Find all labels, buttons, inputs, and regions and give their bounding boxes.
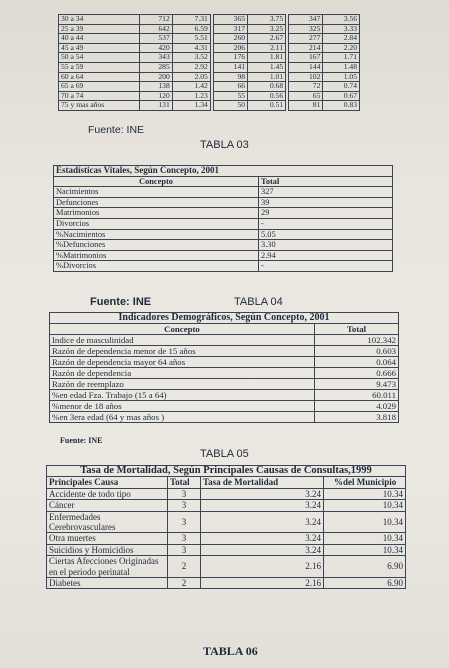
total-cell: 3	[168, 500, 201, 511]
total-cell: 0.603	[315, 346, 399, 357]
total-cell: 0.064	[315, 357, 399, 368]
value-cell: 131	[140, 101, 173, 111]
total-cell: 3	[168, 511, 201, 533]
col-pct-municipio: %del Municipio	[324, 477, 406, 488]
age-range-cell: 55 a 59	[59, 62, 140, 72]
cause-cell: Enfermedades Cerebrovasculares	[47, 511, 168, 533]
age-group-table	[58, 14, 360, 111]
value-cell: 55	[212, 91, 248, 101]
value-cell: 141	[212, 62, 248, 72]
source-note-03: Fuente: INE	[90, 296, 152, 308]
pct-cell: 6.90	[324, 578, 406, 589]
vital-stats-table	[53, 165, 393, 272]
value-cell: 1.34	[172, 101, 212, 111]
value-cell: 1.48	[323, 62, 360, 72]
pct-cell: 10.34	[324, 500, 406, 511]
mortality-rate-table	[46, 465, 406, 589]
table-row	[47, 488, 406, 499]
table-row	[47, 556, 406, 578]
total-cell: -	[259, 218, 393, 229]
concept-cell: Nacimientos	[54, 187, 259, 198]
concept-cell: %menor de 18 años	[50, 401, 315, 412]
total-cell: -	[259, 261, 393, 272]
concept-cell: Razón de dependencia	[50, 368, 315, 379]
table-row	[50, 401, 399, 412]
table-row	[50, 357, 399, 368]
value-cell: 2.20	[323, 43, 360, 53]
table-label-03: TABLA 03	[200, 139, 249, 151]
value-cell: 66	[212, 82, 248, 92]
source-note-age: Fuente: INE	[88, 124, 145, 136]
total-cell: 2.94	[259, 250, 393, 261]
value-cell: 214	[287, 43, 323, 53]
table-row	[59, 82, 360, 92]
total-cell: 39	[259, 197, 393, 208]
value-cell: 3.56	[323, 15, 360, 25]
value-cell: 6.59	[172, 24, 212, 34]
table-row	[54, 240, 393, 251]
value-cell: 2.11	[248, 43, 288, 53]
value-cell: 7.31	[172, 15, 212, 25]
total-cell: 3.30	[259, 240, 393, 251]
value-cell: 3.75	[248, 15, 288, 25]
pct-cell: 10.34	[324, 511, 406, 533]
col-total: Total	[259, 176, 393, 187]
value-cell: 0.74	[323, 82, 360, 92]
total-cell: 4.029	[315, 401, 399, 412]
value-cell: 144	[287, 62, 323, 72]
pct-cell: 10.34	[324, 488, 406, 499]
value-cell: 98	[212, 72, 248, 82]
table-label-04: TABLA 04	[234, 296, 283, 308]
value-cell: 2.84	[323, 34, 360, 44]
value-cell: 65	[287, 91, 323, 101]
value-cell: 50	[212, 101, 248, 111]
concept-cell: Razón de dependencia menor de 15 años	[50, 346, 315, 357]
cause-cell: Accidente de todo tipo	[47, 488, 168, 499]
value-cell: 167	[287, 53, 323, 63]
cause-cell: Diabetes	[47, 578, 168, 589]
value-cell: 1.05	[323, 72, 360, 82]
col-principales-causa: Principales Causa	[47, 477, 168, 488]
value-cell: 277	[287, 34, 323, 44]
cause-cell: Suicidios y Homicidios	[47, 544, 168, 555]
rate-cell: 3.24	[201, 544, 324, 555]
value-cell: 3.52	[172, 53, 212, 63]
table-row	[50, 390, 399, 401]
value-cell: 102	[287, 72, 323, 82]
age-range-cell: 75 y mas años	[59, 101, 140, 111]
total-cell: 3	[168, 533, 201, 544]
concept-cell: %en edad Fza. Trabajo (15 a 64)	[50, 390, 315, 401]
table-row	[47, 544, 406, 555]
value-cell: 1.42	[172, 82, 212, 92]
table-row	[50, 412, 399, 423]
table-row	[47, 533, 406, 544]
table-row	[59, 34, 360, 44]
total-cell: 2	[168, 556, 201, 578]
table-row	[54, 218, 393, 229]
rate-cell: 3.24	[201, 488, 324, 499]
value-cell: 317	[212, 24, 248, 34]
value-cell: 200	[140, 72, 173, 82]
total-cell: 102.342	[315, 335, 399, 346]
table-row	[50, 335, 399, 346]
table-row	[50, 368, 399, 379]
value-cell: 81	[287, 101, 323, 111]
value-cell: 1.01	[248, 72, 288, 82]
age-range-cell: 65 a 69	[59, 82, 140, 92]
value-cell: 365	[212, 15, 248, 25]
value-cell: 1.81	[248, 53, 288, 63]
value-cell: 0.67	[323, 91, 360, 101]
rate-cell: 3.24	[201, 500, 324, 511]
value-cell: 420	[140, 43, 173, 53]
rate-cell: 3.24	[201, 533, 324, 544]
value-cell: 4.31	[172, 43, 212, 53]
table-row	[50, 346, 399, 357]
age-range-cell: 50 a 54	[59, 53, 140, 63]
total-cell: 5.05	[259, 229, 393, 240]
cause-cell: Otra muertes	[47, 533, 168, 544]
table-row	[54, 187, 393, 198]
value-cell: 1.71	[323, 53, 360, 63]
value-cell: 642	[140, 24, 173, 34]
value-cell: 343	[140, 53, 173, 63]
pct-cell: 10.34	[324, 544, 406, 555]
age-range-cell: 40 a 44	[59, 34, 140, 44]
total-cell: 3	[168, 544, 201, 555]
concept-cell: Razón de reemplazo	[50, 379, 315, 390]
concept-cell: %Nacimientos	[54, 229, 259, 240]
col-tasa-mortalidad: Tasa de Mortalidad	[201, 477, 324, 488]
value-cell: 176	[212, 53, 248, 63]
table-label-06: TABLA 06	[203, 644, 258, 658]
col-total: Total	[315, 324, 399, 335]
value-cell: 3.33	[323, 24, 360, 34]
table-row	[47, 578, 406, 589]
value-cell: 2.92	[172, 62, 212, 72]
value-cell: 325	[287, 24, 323, 34]
mortality-title: Tasa de Mortalidad, Según Principales Causas de Consultas,1999	[47, 466, 406, 477]
total-cell: 2	[168, 578, 201, 589]
vital-stats-title: Estadísticas Vitales, Según Concepto, 2001	[54, 166, 393, 177]
concept-cell: Defunciones	[54, 197, 259, 208]
value-cell: 206	[212, 43, 248, 53]
value-cell: 347	[287, 15, 323, 25]
concept-cell: %en 3era edad (64 y mas años )	[50, 412, 315, 423]
value-cell: 260	[212, 34, 248, 44]
value-cell: 537	[140, 34, 173, 44]
col-concepto: Concepto	[50, 324, 315, 335]
value-cell: 0.56	[248, 91, 288, 101]
value-cell: 138	[140, 82, 173, 92]
pct-cell: 10.34	[324, 533, 406, 544]
concept-cell: %Divorcios	[54, 261, 259, 272]
value-cell: 3.25	[248, 24, 288, 34]
value-cell: 5.51	[172, 34, 212, 44]
total-cell: 327	[259, 187, 393, 198]
table-row	[59, 101, 360, 111]
table-label-05: TABLA 05	[200, 448, 249, 460]
total-cell: 0.666	[315, 368, 399, 379]
table-row	[54, 229, 393, 240]
table-row	[54, 208, 393, 219]
age-range-cell: 45 a 49	[59, 43, 140, 53]
rate-cell: 2.16	[201, 556, 324, 578]
table-row	[47, 511, 406, 533]
table-row	[47, 500, 406, 511]
total-cell: 29	[259, 208, 393, 219]
concept-cell: %Matrimonios	[54, 250, 259, 261]
value-cell: 120	[140, 91, 173, 101]
pct-cell: 6.90	[324, 556, 406, 578]
rate-cell: 3.24	[201, 511, 324, 533]
table-row	[59, 15, 360, 25]
total-cell: 3	[168, 488, 201, 499]
value-cell: 2.67	[248, 34, 288, 44]
rate-cell: 2.16	[201, 578, 324, 589]
demographic-indicators-table	[49, 312, 399, 423]
total-cell: 3.818	[315, 412, 399, 423]
table-row	[54, 197, 393, 208]
age-range-cell: 30 a 34	[59, 15, 140, 25]
concept-cell: %Defunciones	[54, 240, 259, 251]
value-cell: 1.23	[172, 91, 212, 101]
total-cell: 60.011	[315, 390, 399, 401]
value-cell: 2.05	[172, 72, 212, 82]
col-concepto: Concepto	[54, 176, 259, 187]
value-cell: 0.83	[323, 101, 360, 111]
age-range-cell: 25 a 39	[59, 24, 140, 34]
col-total: Total	[168, 477, 201, 488]
concept-cell: Razón de dependencia mayor 64 años	[50, 357, 315, 368]
concept-cell: Divorcios	[54, 218, 259, 229]
source-note-04: Fuente: INE	[60, 436, 103, 445]
value-cell: 712	[140, 15, 173, 25]
concept-cell: Matrimonios	[54, 208, 259, 219]
table-row	[50, 379, 399, 390]
cause-cell: Ciertas Afecciones Originadas en el periodo perinatal	[47, 556, 168, 578]
concept-cell: Indice de masculinidad	[50, 335, 315, 346]
value-cell: 72	[287, 82, 323, 92]
age-range-cell: 70 a 74	[59, 91, 140, 101]
table-row	[59, 62, 360, 72]
value-cell: 0.51	[248, 101, 288, 111]
value-cell: 0.68	[248, 82, 288, 92]
demographic-title: Indicadores Demográficos, Según Concepto, 2001	[50, 313, 399, 324]
value-cell: 285	[140, 62, 173, 72]
cause-cell: Cáncer	[47, 500, 168, 511]
total-cell: 9.473	[315, 379, 399, 390]
value-cell: 1.45	[248, 62, 288, 72]
table-row	[54, 250, 393, 261]
table-row	[54, 261, 393, 272]
age-range-cell: 60 a 64	[59, 72, 140, 82]
